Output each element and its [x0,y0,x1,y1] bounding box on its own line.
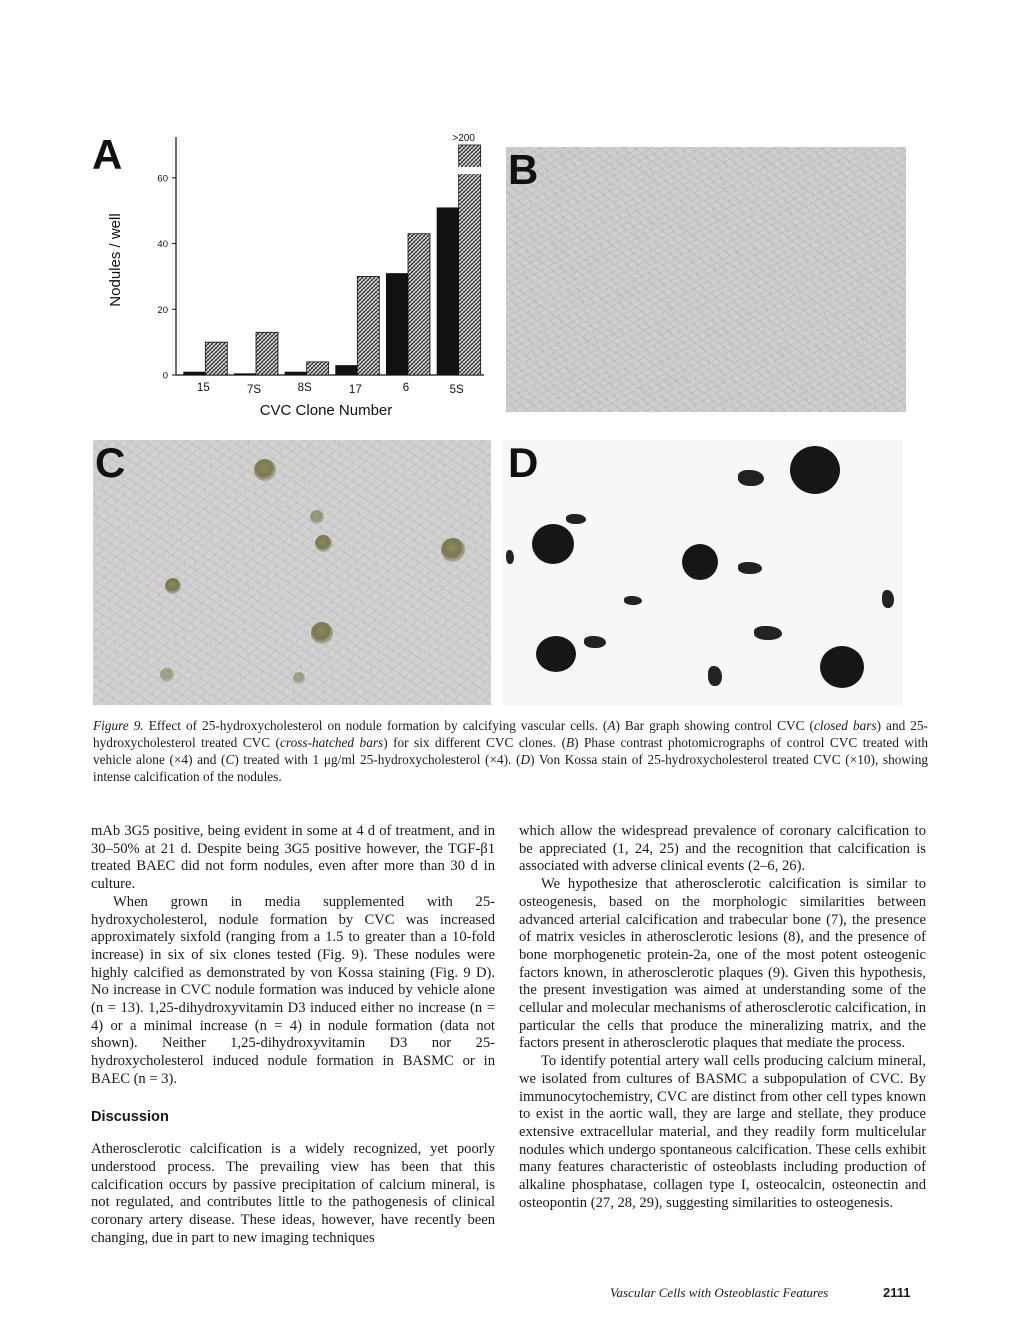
running-title: Vascular Cells with Osteoblastic Features [610,1285,829,1300]
panel-b-photomicrograph [506,147,906,412]
panel-b-label: B [508,146,539,193]
nodule [441,538,465,562]
right-column [519,823,926,1212]
figure-caption [93,717,928,785]
bar-control [335,365,357,375]
paragraph: which allow the widespread prevalence of coronary calcification to be appreciated (1, 24, 25) and the recognition that calcification is associated with adverse clinical events (2–6, 26). [519,823,926,875]
bar-treated [205,342,227,375]
caption-panel-ref: A [607,718,616,733]
calcified-nodule [820,646,864,688]
stain-fragment [882,590,894,608]
calcified-nodule [532,524,574,564]
paragraph: mAb 3G5 positive, being evident in some at 4 d of treatment, and in 30–50% at 21 d. Despite being 3G5 positive however, the TGF-β1 treated BAEC did not form nodules, even after more than 30 d in culture. [91,823,495,893]
x-tick-label: 7S [246,384,262,396]
panel-d-photomicrograph [502,440,903,705]
stain-fragment [566,514,586,524]
left-column [91,823,495,1247]
page-number: 2111 [883,1285,911,1300]
caption-panel-ref: B [566,735,575,750]
caption-text: ) Bar graph showing control CVC ( [615,718,814,733]
stain-fragment [738,470,764,486]
caption-key: closed bars [813,718,877,733]
paragraph: To identify potential artery wall cells producing calcium mineral, we isolated from cultures of BASMC a subpopulation of CVC. By immunocytochemistry, CVC are distinct from other cell types known to exist in the aortic wall, they are large and stellate, they produce extensive extracellular material, and they readily form multicelular nodules which undergo spontaneous calcification. These cells exhibit many features characteristic of osteoblasts including production of alkaline phosphatase, collagen type I, osteocalcin, osteonectin and osteopontin (27, 28, 29), suggesting similarities to osteogenesis. [519,1053,926,1211]
caption-text: ) treated with 1 μg/ml 25-hydroxycholesterol (×4). ( [234,752,521,767]
nodule [254,459,276,481]
nodule [315,535,332,552]
bar-treated [408,234,430,375]
paragraph: Atherosclerotic calcification is a widely recognized, yet poorly understood process. The prevailing view has been that this calcification occurs by passive precipitation of calcium mineral, is not regulated, and contributes little to the pathogenesis of clinical coronary artery disease. These ideas, however, have recently been changing, due in part to new imaging techniques [91,1141,495,1246]
panel-a-label: A [92,131,123,178]
bar-annotation: >200 [452,133,475,144]
x-tick-label: 8S [297,382,312,394]
caption-text: ) for six different CVC clones. ( [383,735,567,750]
panel-c-photomicrograph [93,440,491,705]
caption-text: Effect of 25-hydroxycholesterol on nodule formation by calcifying vascular cells. ( [143,718,608,733]
bar-control [437,207,459,375]
y-tick-label: 20 [157,304,168,316]
bar-treated [357,276,379,375]
calcified-nodule [790,446,840,494]
y-axis-title: Nodules / well [107,213,124,307]
calcified-nodule [536,636,576,672]
y-tick-label: 60 [157,173,168,185]
caption-text: ) Von Kossa stain of 25-hydroxycholesterol treated CVC (×10), showing intense calcification of the nodules. [93,752,928,784]
bar-treated [256,332,278,375]
nodule [310,510,324,524]
bar-control [183,372,205,375]
nodule [160,668,174,682]
caption-panel-ref: C [225,752,235,767]
x-axis-title: CVC Clone Number [259,402,393,419]
bar-control [386,273,408,375]
bar-treated [307,362,329,375]
section-heading: Discussion [91,1108,169,1125]
bar-control [234,373,256,375]
paragraph: When grown in media supplemented with 25-hydroxycholesterol, nodule formation by CVC was increased approximately sixfold (ranging from a 1.5 to greater than a 10-fold increase) in six of six clones tested (Fig. 9). These nodules were highly calcified as demonstrated by von Kossa staining (Fig. 9 D). No increase in CVC nodule formation was induced by vehicle alone (n = 13). 1,25-dihydroxyvitamin D3 induced either no increase (n = 4) or a minimal increase (n = 4) in nodule formation (data not shown). Neither 1,25-dihydroxyvitamin D3 nor 25-hydroxycholesterol induced nodule formation in BASMC or in BAEC (n = 3). [91,893,495,1087]
x-tick-label: 15 [196,382,210,394]
stain-fragment [738,562,762,574]
panel-d-label: D [508,439,539,486]
stain-fragment [754,626,782,640]
bar-treated [459,145,481,375]
caption-label: Figure 9. [93,718,144,733]
axis-break-gap [457,167,483,174]
paragraph: We hypothesize that atherosclerotic calcification is similar to osteogenesis, based on the morphologic similarities between advanced arterial calcification and trabecular bone (7), the presence of matrix vesicles in atherosclerotic lesions (8), and the presence of bone morphogenetic protein-2a, one of the most potent osteogenic factors known, in atherosclerotic plaques (9). Given this hypothesis, the present investigation was aimed at understanding some of the cellular and molecular mechanisms of atherosclerotic calcification, in particular the cells that produce the mineralizing matrix, and the factors present in atherosclerotic plaques that mediate the process. [519,876,926,1052]
nodule [311,622,333,644]
stain-fragment [624,596,642,605]
caption-text: ) and 25-hydroxycholesterol treated CVC ( [93,718,928,750]
nodule-bar-chart [80,120,500,430]
x-tick-label: 6 [402,382,410,394]
stain-fragment [708,666,722,686]
y-tick-label: 40 [157,239,168,251]
bar-control [285,372,307,375]
nodule [293,672,305,684]
caption-key: cross-hatched bars [279,735,384,750]
caption-panel-ref: D [520,752,531,767]
y-tick-label: 0 [162,370,168,382]
panel-c-label: C [95,439,126,486]
caption-text: ) Phase contrast photomicrographs of control CVC treated with vehicle alone (×4) and ( [93,735,929,767]
stain-fragment [584,636,606,648]
calcified-nodule [682,544,718,580]
x-tick-label: 17 [348,384,362,396]
nodule [165,578,181,594]
x-tick-label: 5S [449,384,464,396]
stain-fragment [506,550,514,564]
